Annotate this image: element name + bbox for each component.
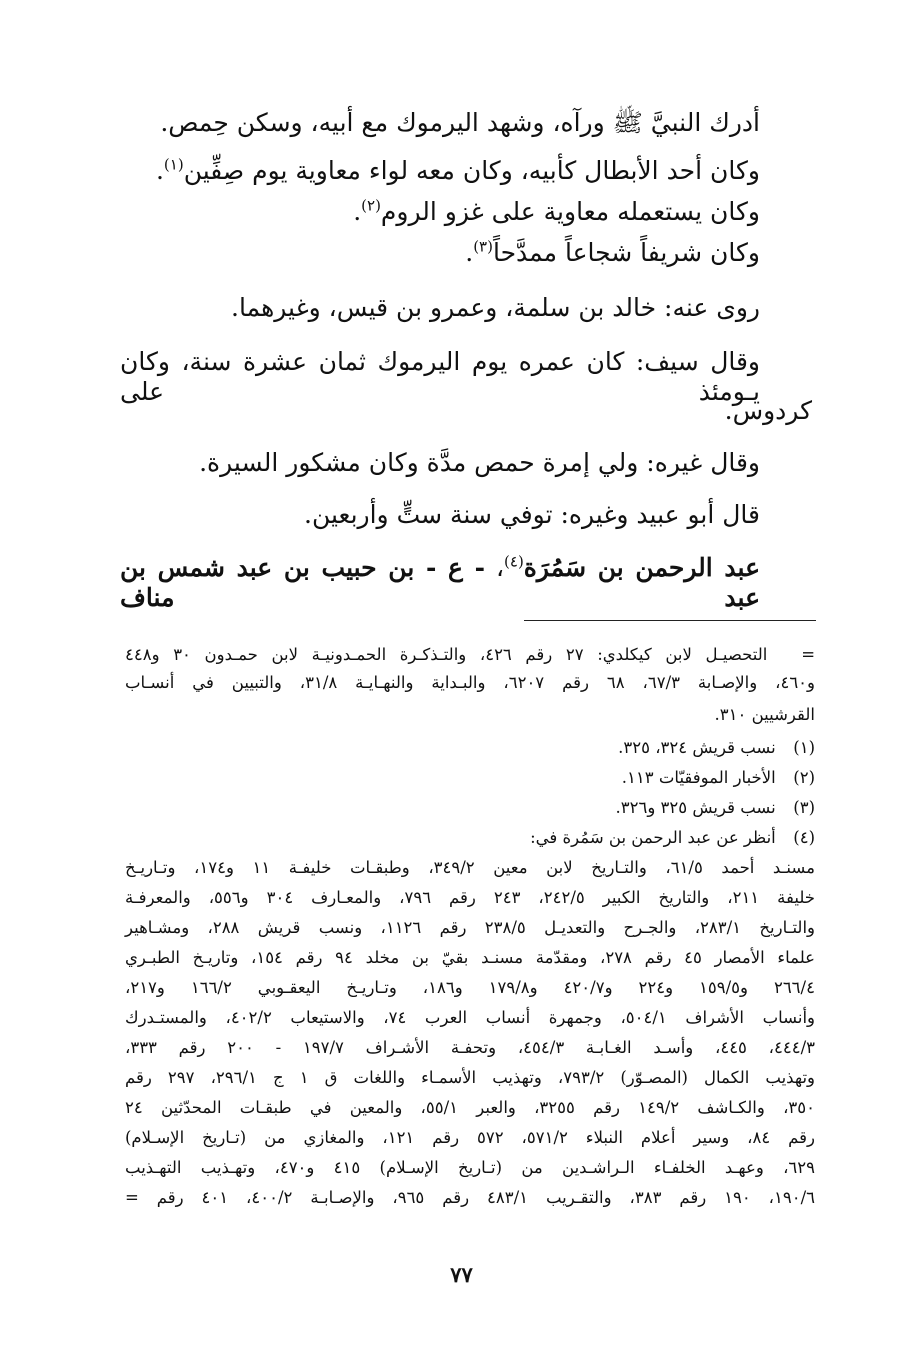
page-number: ٧٧ (450, 1262, 473, 1287)
footnote-marker: (١) (163, 155, 184, 174)
footnote-number: (٢) (793, 768, 815, 787)
footnote-line: وأنساب الأشراف ٥٠٤/١، وجمهرة أنساب العرب ٧٤، والاستيعاب ٤٠٢/٢، والمستـدرك (125, 1008, 816, 1027)
footnote-marker: (٤) (504, 552, 524, 571)
text-line: أدرك النبيَّ ﷺ ورآه، وشهد اليرموك مع أبيه، وسكن حِمص. (160, 108, 760, 137)
footnote-item: (٣) نسب قريش ٣٢٥ و٣٢٦. (615, 795, 815, 821)
footnote-item: (١) نسب قريش ٣٢٤، ٣٢٥. (618, 735, 815, 761)
footnote-number: (١) (793, 738, 815, 757)
footnote-line: وتهذيب الكمال (المصـوّر) ٧٩٣/٢، وتهذيب الأسمـاء واللغات ق ١ ج ٢٩٦/١، ٢٩٧ رقم (125, 1068, 816, 1087)
entry-name: عبد الرحمن بن سَمُرَة (523, 553, 760, 582)
continuation-mark: = (801, 645, 816, 664)
footnote-line: مسنـد أحمد ٦١/٥، والتـاريخ لابن معين ٣٤٩/٢، وطبقـات خليفـة ١١ و١٧٤، وتـاريـخ (125, 858, 815, 877)
text-line: قال أبو عبيد وغيره: توفي سنة ستٍّ وأربعين. (304, 500, 760, 529)
footnote-marker: (٢) (361, 196, 381, 215)
text-line: وكان أحد الأبطال كأبيه، وكان معه لواء معاوية يوم صِفِّين$^{(١)}$. (155, 155, 760, 185)
footnote-separator (524, 620, 816, 621)
footnote-number: (٤) (793, 828, 815, 847)
footnote-line: خليفة ٢١١، والتاريخ الكبير ٢٤٢/٥، ٢٤٣ رقم ٧٩٦، والمعـارف ٣٠٤ و٥٥٦، والمعرفـة (125, 888, 815, 907)
footnote-item: (٤) أنظر عن عبد الرحمن بن سَمُرة في: (530, 825, 815, 851)
footnote-number: (٣) (793, 798, 815, 817)
footnote-marker: (٣) (473, 237, 493, 256)
text-line: كردوس. (724, 396, 812, 425)
text-line: روى عنه: خالد بن سلمة، وعمرو بن قيس، وغيرهما. (231, 293, 760, 322)
text-line: وقال سيف: كان عمره يوم اليرموك ثمان عشرة سنة، وكان يـومئذ على (120, 347, 760, 406)
footnote-line: القرشيين ٣١٠. (714, 705, 815, 724)
footnote-line: ١٩٠/٦، ١٩٠ رقم ٣٨٣، والتقـريب ٤٨٣/١ رقم ٩٦٥، والإصـابـة ٤٠٠/٢، ٤٠١ رقم = (125, 1188, 816, 1207)
text-line: وكان شريفاً شجاعاً ممدَّحاً$^{(٣)}$. (465, 237, 760, 267)
footnote-line: ٦٢٩، وعهـد الخلفـاء الـراشـدين من (تـاريخ الإسـلام) ٤١٥ و٤٧٠، وتهـذيب التهـذيب (125, 1158, 815, 1177)
footnote-line: ٤٤٤/٣، ٤٤٥، وأسـد الغـابـة ٤٥٤/٣، وتحفـة الأشـراف ١٩٧/٧ - ٢٠٠ رقم ٣٣٣، (125, 1038, 816, 1057)
footnote-line: ٢٦٦/٤ و١٥٩/٥ و٢٢٤ و٤٢٠/٧ و١٧٩/٨ و١٨٦، وتـاريـخ اليعقـوبي ١٦٦/٢ و٢١٧، (125, 978, 815, 997)
footnote-line: و٤٦٠، والإصـابة ٦٧/٣، ٦٨ رقم ٦٢٠٧، والبـداية والنهـايـة ٣١/٨، والتبيين في أنسـاب (125, 673, 816, 692)
text-line: وكان يستعمله معاوية على غزو الروم$^{(٢)}$. (353, 196, 760, 226)
footnote-line: = التحصيـل لابن كيكلدي: ٢٧ رقم ٤٢٦، والتـذكـرة الحمـدونيـة لابن حمـدون ٣٠ و٤٤٨ (125, 642, 815, 668)
text-line: وقال غيره: ولي إمرة حمص مدَّة وكان مشكور السيرة. (199, 448, 760, 477)
footnote-line: ٣٥٠، والكـاشف ١٤٩/٢ رقم ٣٢٥٥، والعبر ٥٥/١، والمعين في طبقـات المحدّثين ٢٤ (125, 1098, 815, 1117)
footnote-item: (٢) الأخبار الموفقيّات ١١٣. (622, 765, 815, 791)
footnote-line: رقم ٨٤، وسير أعلام النبلاء ٥٧١/٢، ٥٧٢ رقم ١٢١، والمغازي من (تـاريخ الإسـلام) (125, 1128, 815, 1147)
entry-heading-line: عبد الرحمن بن سَمُرَة$^{(٤)}$، - ع - بن حبيب بن عبد شمس بن عبد مناف (120, 552, 760, 612)
footnote-line: والتـاريخ ٢٨٣/١، والجـرح والتعديـل ٢٣٨/٥ رقم ١١٢٦، ونسب قريش ٢٨٨، ومشـاهير (125, 918, 816, 937)
footnote-line: علماء الأمصار ٤٥ رقم ٢٧٨، ومقدّمة مسنـد بقيّ بن مخلد ٩٤ رقم ١٥٤، وتاريـخ الطبـري (125, 948, 816, 967)
